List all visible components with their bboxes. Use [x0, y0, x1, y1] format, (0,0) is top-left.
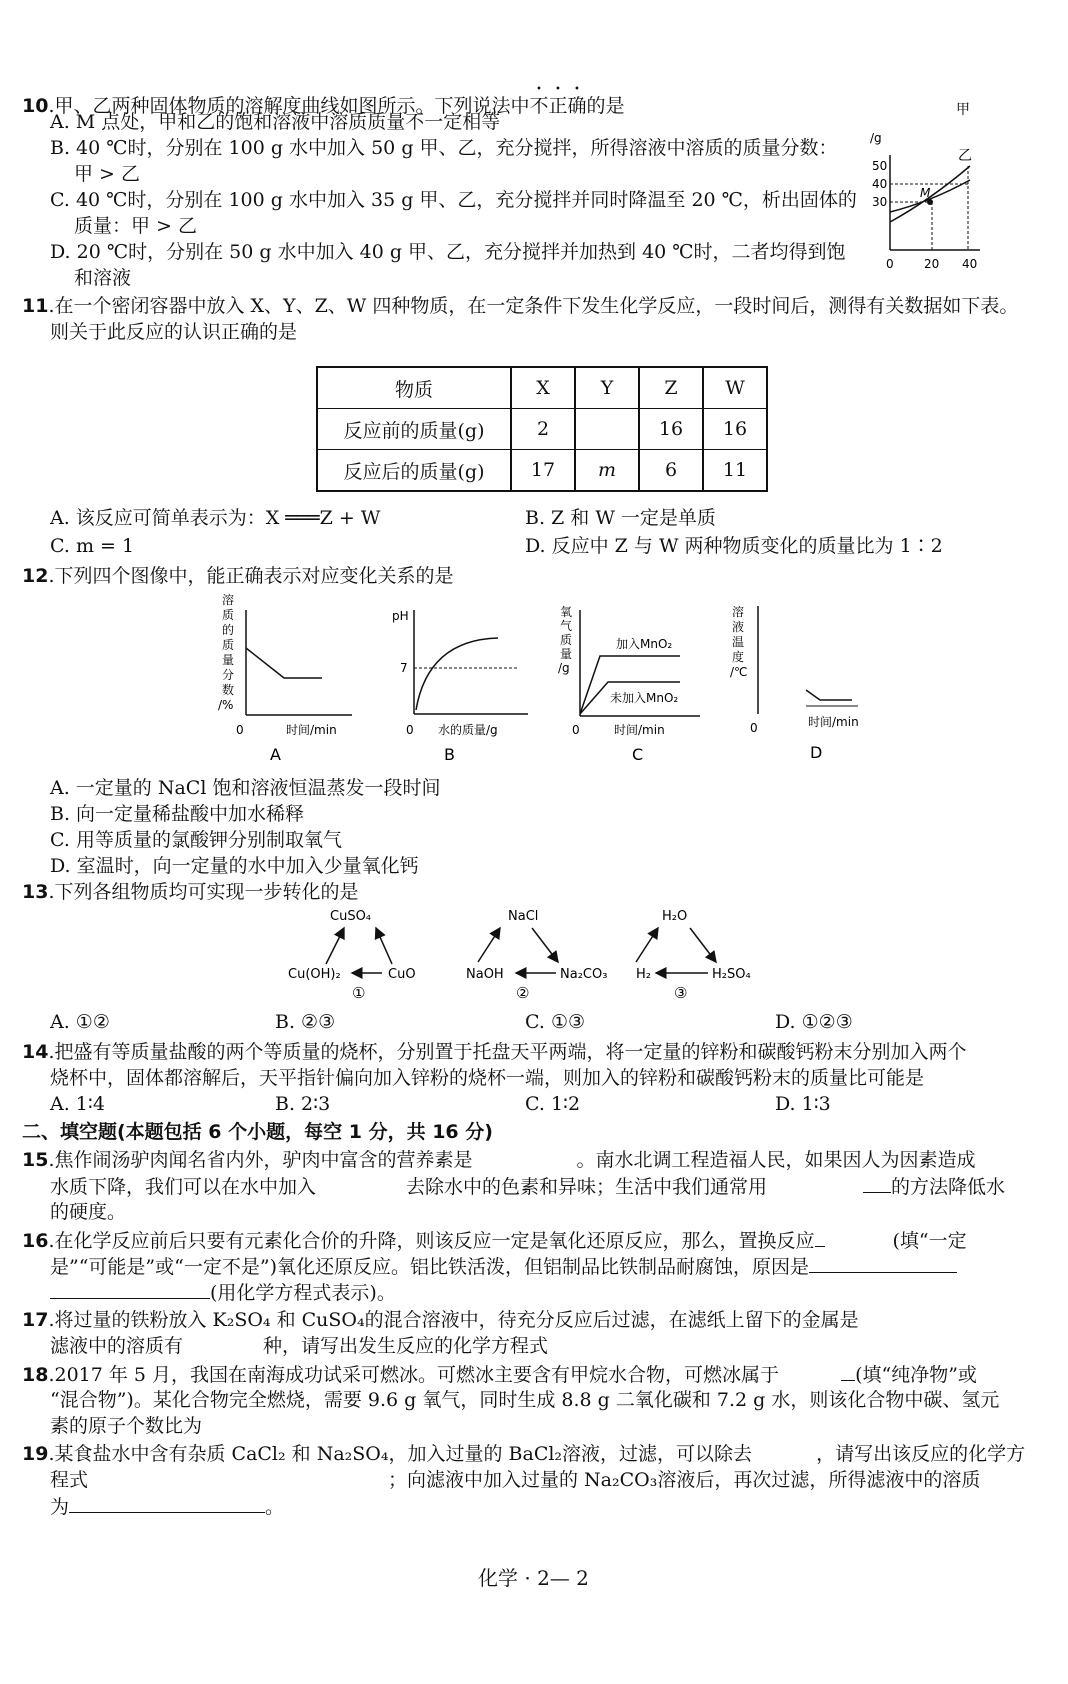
svg-text:H₂O: H₂O	[662, 909, 688, 924]
svg-text:NaOH: NaOH	[466, 967, 504, 982]
svg-text:数: 数	[222, 683, 235, 697]
svg-text:CuSO₄: CuSO₄	[330, 909, 372, 924]
table-cell: 17	[511, 450, 575, 492]
svg-text:7: 7	[400, 661, 408, 675]
q14-stem-cont: 烧杯中，固体都溶解后，天平指针偏向加入锌粉的烧杯一端，则加入的锌粉和碳酸钙粉末的质量比可能是	[50, 1067, 925, 1089]
q13-conversion-diagrams	[270, 906, 830, 1002]
svg-text:/g: /g	[558, 661, 570, 675]
table-cell: 2	[511, 409, 575, 450]
q16-line-3: (用化学方程式表示)。	[50, 1280, 396, 1305]
svg-text:/℃: /℃	[730, 665, 748, 679]
graph-d-ylabel	[730, 604, 748, 679]
question-number: 13	[22, 881, 49, 903]
q10-stem: 10.甲、乙两种固体物质的溶解度曲线如图所示。下列说法中不正确的是	[22, 95, 625, 117]
q10-option-c: C. 40 ℃时，分别在 100 g 水中加入 35 g 甲、乙，充分搅拌并同时降温至 20 ℃，析出固体的	[50, 189, 857, 211]
svg-text:量: 量	[560, 647, 573, 661]
svg-text:的: 的	[222, 623, 235, 637]
q10-option-b: B. 40 ℃时，分别在 100 g 水中加入 50 g 甲、乙，充分搅拌，所得溶液中溶质的质量分数：	[50, 137, 838, 159]
question-number: 12	[22, 565, 49, 587]
q12-graph-d	[728, 602, 888, 772]
q11-stem: 11.在一个密闭容器中放入 X、Y、Z、W 四种物质，在一定条件下发生化学反应，一段时间后，测得有关数据如下表。	[22, 295, 1019, 317]
svg-text:/%: /%	[218, 698, 234, 712]
x-tick-0: 0	[886, 257, 894, 271]
x-tick-20: 20	[924, 257, 940, 271]
q11-option-c: C. m = 1	[50, 535, 135, 557]
table-cell: X	[511, 367, 575, 409]
q14-option-b: B. 2∶3	[275, 1093, 331, 1115]
graph-b-curve	[416, 638, 498, 710]
q19-line-3: 为 。	[50, 1496, 285, 1518]
svg-text:溶: 溶	[732, 605, 745, 619]
svg-text:NaCl: NaCl	[508, 909, 539, 924]
svg-text:度: 度	[732, 650, 745, 664]
q11-stem-cont: 则关于此反应的认识正确的是	[50, 321, 298, 343]
answer-blank[interactable]	[841, 1362, 855, 1381]
svg-text:温: 温	[732, 635, 745, 649]
svg-text:0: 0	[572, 723, 580, 737]
answer-blank[interactable]	[809, 1254, 957, 1273]
page-footer: 化学 · 2— 2	[478, 1566, 589, 1590]
svg-text:质: 质	[560, 633, 573, 647]
q14-option-c: C. 1∶2	[525, 1093, 581, 1115]
svg-text:0: 0	[750, 721, 758, 735]
q13-option-d: D. ①②③	[775, 1011, 853, 1033]
q16-line-1: 16.在化学反应前后只要有元素化合价的升降，则该反应一定是氧化还原反应，那么，置换反应 (填“一定	[22, 1230, 967, 1252]
table-cell: W	[703, 367, 767, 409]
graph-a-letter: A	[270, 745, 281, 764]
q12-option-d: D. 室温时，向一定量的水中加入少量氧化钙	[50, 855, 419, 877]
question-number: 19	[22, 1443, 49, 1465]
q11-reaction-table	[316, 366, 768, 492]
q10-option-a: A. M 点处，甲和乙的饱和溶液中溶质质量不一定相等	[50, 111, 501, 133]
diagram-2	[466, 909, 607, 1002]
graph-d-line	[806, 690, 852, 700]
table-row	[317, 367, 767, 409]
question-number: 10	[22, 95, 49, 117]
svg-text:CuO: CuO	[388, 967, 416, 982]
question-number: 18	[22, 1364, 49, 1386]
graph-b-letter: B	[444, 745, 455, 764]
table-cell: 6	[639, 450, 703, 492]
q15-line-1: 15.焦作闹汤驴肉闻名省内外，驴肉中富含的营养素是 。南水北调工程造福人民，如果因人为因素造成	[22, 1149, 976, 1171]
svg-text:①: ①	[352, 984, 366, 1002]
q18-line-1: 18.2017 年 5 月，我国在南海成功试采可燃冰。可燃冰主要含有甲烷水合物，可燃冰属于 (填“纯净物”或	[22, 1364, 977, 1386]
table-cell: Z	[639, 367, 703, 409]
question-number: 11	[22, 295, 49, 317]
q16-line-2: 是”“可能是”或“一定不是”)氧化还原反应。铝比铁活泼，但铝制品比铁制品耐腐蚀，原因是	[50, 1254, 957, 1279]
point-m-label: M	[920, 186, 931, 200]
q12-stem: 12.下列四个图像中，能正确表示对应变化关系的是	[22, 565, 454, 587]
svg-text:Na₂CO₃: Na₂CO₃	[560, 967, 608, 982]
x-tick-40: 40	[962, 257, 978, 271]
table-cell: Y	[575, 367, 639, 409]
table-cell: 反应后的质量(g)	[317, 450, 511, 492]
table-cell: 11	[703, 450, 767, 492]
q10-option-d-cont: 和溶液	[74, 267, 132, 289]
q10-option-d: D. 20 ℃时，分别在 50 g 水中加入 40 g 甲、乙，充分搅拌并加热到 40 ℃时，二者均得到饱	[50, 241, 846, 263]
svg-text:②: ②	[516, 984, 530, 1002]
q11-option-b: B. Z 和 W 一定是单质	[525, 507, 716, 529]
question-number: 14	[22, 1041, 49, 1063]
y-axis-unit: /g	[870, 131, 882, 145]
diagram-3	[636, 909, 751, 1002]
section-heading: 二、填空题(本题包括 6 个小题，每空 1 分，共 16 分)	[22, 1121, 493, 1143]
q13-stem: 13.下列各组物质均可实现一步转化的是	[22, 881, 359, 903]
graph-c-letter: C	[632, 745, 644, 764]
q15-line-3: 的硬度。	[50, 1201, 127, 1223]
svg-text:时间/min: 时间/min	[808, 715, 859, 729]
table-cell: 物质	[317, 367, 511, 409]
q12-graph-b	[388, 600, 538, 770]
diagram-1	[288, 909, 416, 1002]
q11-option-d: D. 反应中 Z 与 W 两种物质变化的质量比为 1∶2	[525, 535, 943, 557]
q13-option-b: B. ②③	[275, 1011, 336, 1033]
q18-line-2: “混合物”)。某化合物完全燃烧，需要 9.6 g 氧气，同时生成 8.8 g 二氧化碳和 7.2 g 水，则该化合物中碳、氢元	[50, 1389, 1000, 1411]
graph-c-ylabel	[558, 605, 572, 675]
svg-text:质: 质	[222, 638, 235, 652]
table-cell	[575, 409, 639, 450]
q14-stem: 14.把盛有等质量盐酸的两个等质量的烧杯，分别置于托盘天平两端，将一定量的锌粉和碳酸钙粉末分别加入两个	[22, 1041, 967, 1063]
svg-text:量: 量	[222, 653, 235, 667]
q12-option-a: A. 一定量的 NaCl 饱和溶液恒温蒸发一段时间	[50, 777, 441, 799]
q12-option-b: B. 向一定量稀盐酸中加水稀释	[50, 803, 305, 825]
svg-text:0: 0	[406, 723, 414, 737]
svg-text:液: 液	[732, 620, 745, 634]
graph-a-ylabel	[218, 592, 234, 712]
table-row	[317, 409, 767, 450]
svg-text:水的质量/g: 水的质量/g	[438, 723, 498, 737]
svg-text:③: ③	[674, 984, 688, 1002]
question-number: 16	[22, 1230, 49, 1252]
q10-option-b-cont: 甲 > 乙	[74, 163, 140, 185]
q14-option-a: A. 1∶4	[50, 1093, 105, 1115]
q18-line-3: 素的原子个数比为	[50, 1415, 203, 1437]
q10-option-c-cont: 质量：甲 > 乙	[74, 215, 197, 237]
q14-option-d: D. 1∶3	[775, 1093, 831, 1115]
q12-graph-a	[212, 590, 362, 770]
q10-solubility-graph	[840, 100, 1050, 280]
q13-option-c: C. ①③	[525, 1011, 586, 1033]
table-cell: m	[575, 450, 639, 492]
y-tick-40: 40	[872, 177, 888, 191]
q17-line-2: 滤液中的溶质有 种，请写出发生反应的化学方程式	[50, 1335, 549, 1357]
svg-text:时间/min: 时间/min	[614, 723, 665, 737]
q15-line-2: 水质下降，我们可以在水中加入 去除水中的色素和异味；生活中我们通常用 的方法降低水	[50, 1176, 1006, 1198]
graph-c-line-mno2	[580, 656, 680, 714]
q12-option-c: C. 用等质量的氯酸钾分别制取氧气	[50, 829, 342, 851]
svg-text:0: 0	[236, 723, 244, 737]
q17-line-1: 17.将过量的铁粉放入 K₂SO₄ 和 CuSO₄的混合溶液中，待充分反应后过滤，在滤纸上留下的金属是	[22, 1309, 859, 1331]
label-yi: 乙	[958, 148, 972, 164]
y-tick-30: 30	[872, 195, 888, 209]
svg-text:氧: 氧	[560, 605, 573, 619]
label-jia: 甲	[956, 102, 970, 118]
table-cell: 16	[703, 409, 767, 450]
svg-text:气: 气	[560, 619, 573, 633]
answer-blank[interactable]	[69, 1494, 265, 1513]
graph-a-line	[246, 648, 322, 678]
table-cell: 反应前的质量(g)	[317, 409, 511, 450]
answer-blank[interactable]	[863, 1174, 891, 1193]
svg-text:pH: pH	[392, 609, 409, 623]
svg-text:Cu(OH)₂: Cu(OH)₂	[288, 967, 341, 982]
svg-text:时间/min: 时间/min	[286, 723, 337, 737]
table-row	[317, 450, 767, 492]
svg-text:溶: 溶	[222, 593, 235, 607]
q11-option-a: A. 该反应可简单表示为：X ═══Z + W	[50, 507, 381, 529]
table-cell: 16	[639, 409, 703, 450]
svg-text:质: 质	[222, 608, 235, 622]
svg-text:H₂SO₄: H₂SO₄	[712, 967, 751, 982]
svg-text:未加入MnO₂: 未加入MnO₂	[610, 691, 679, 705]
q19-line-1: 19.某食盐水中含有杂质 CaCl₂ 和 Na₂SO₄，加入过量的 BaCl₂溶液，过滤，可以除去 ，请写出该反应的化学方	[22, 1443, 1026, 1465]
question-number: 15	[22, 1149, 49, 1171]
question-number: 17	[22, 1309, 49, 1331]
svg-text:分: 分	[222, 668, 235, 682]
q13-option-a: A. ①②	[50, 1011, 110, 1033]
svg-text:加入MnO₂: 加入MnO₂	[616, 637, 673, 651]
q12-graph-c	[550, 604, 710, 770]
q19-line-2: 程式 ；向滤液中加入过量的 Na₂CO₃溶液后，再次过滤，所得滤液中的溶质	[50, 1469, 981, 1491]
answer-blank[interactable]	[50, 1280, 210, 1299]
y-tick-50: 50	[872, 159, 888, 173]
answer-blank[interactable]	[815, 1228, 825, 1247]
graph-d-letter: D	[810, 743, 823, 762]
svg-text:H₂: H₂	[636, 967, 651, 982]
